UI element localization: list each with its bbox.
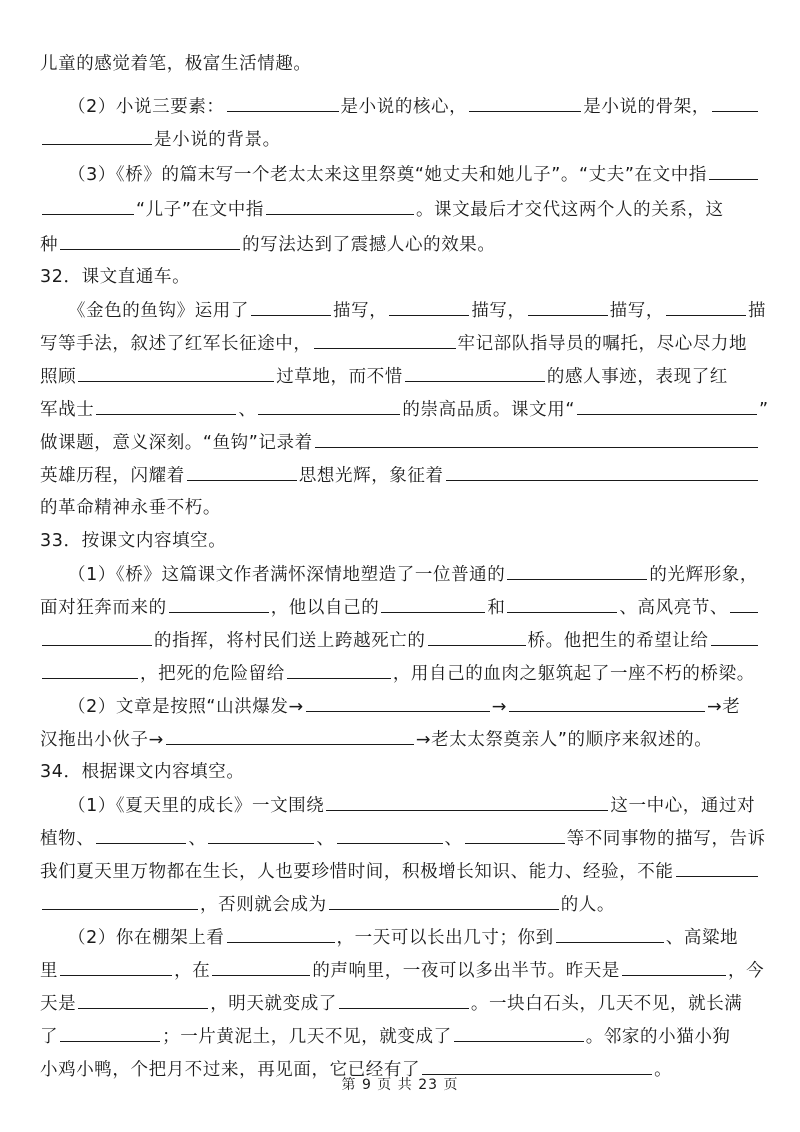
line-text: 32．课文直通车。 <box>40 267 191 287</box>
line-text: 是小说的骨架， <box>583 97 710 117</box>
text-line <box>68 925 762 950</box>
line-text: ，把死的危险留给 <box>140 664 285 684</box>
page-footer: 第 9 页 共 23 页 <box>341 1077 459 1093</box>
line-text: 种 <box>40 235 59 255</box>
answer-blank[interactable] <box>60 232 240 250</box>
line-text: （2）文章是按照“山洪爆发→ <box>68 697 304 717</box>
answer-blank[interactable] <box>258 397 400 415</box>
answer-blank[interactable] <box>329 892 559 910</box>
line-text: 、 <box>238 400 257 420</box>
answer-blank[interactable] <box>315 430 758 448</box>
answer-blank[interactable] <box>709 162 758 180</box>
answer-blank[interactable] <box>337 826 443 844</box>
line-text: ，今 <box>728 961 765 981</box>
line-text: 桥。他把生的希望让给 <box>527 631 709 651</box>
line-text: ，明天就变成了 <box>210 994 337 1014</box>
line-text: 等不同事物的描写，告诉 <box>566 829 766 849</box>
answer-blank[interactable] <box>389 298 469 316</box>
answer-blank[interactable] <box>78 364 274 382</box>
answer-blank[interactable] <box>42 127 152 145</box>
answer-blank[interactable] <box>469 94 581 112</box>
line-text: ，用自己的血肉之躯筑起了一座不朽的桥梁。 <box>392 664 755 684</box>
answer-blank[interactable] <box>266 197 414 215</box>
line-text: 做课题，意义深刻。“鱼钩”记录着 <box>40 433 313 453</box>
text-line <box>40 52 762 76</box>
answer-blank[interactable] <box>507 562 647 580</box>
answer-blank[interactable] <box>42 892 198 910</box>
answer-blank[interactable] <box>287 661 391 679</box>
line-text: “儿子”在文中指 <box>136 200 264 220</box>
line-text: ” <box>759 400 769 420</box>
answer-blank[interactable] <box>509 694 705 712</box>
line-text: 汉拖出小伙子→ <box>40 730 164 750</box>
text-line <box>40 463 762 488</box>
line-text: 。课文最后才交代这两个人的关系，这 <box>415 200 724 220</box>
line-text: 植物、 <box>40 829 95 849</box>
text-line <box>40 661 762 686</box>
line-text: （2）你在棚架上看 <box>68 928 225 948</box>
answer-blank[interactable] <box>428 628 526 646</box>
text-line <box>40 727 762 752</box>
answer-blank[interactable] <box>507 595 617 613</box>
answer-blank[interactable] <box>212 958 310 976</box>
answer-blank[interactable] <box>306 694 490 712</box>
text-line <box>40 364 762 389</box>
line-text: 的声响里，一夜可以多出半节。昨天是 <box>312 961 621 981</box>
line-text: 和 <box>487 598 506 618</box>
answer-blank[interactable] <box>42 628 152 646</box>
line-text: 、 <box>188 829 207 849</box>
line-text: ，否则就会成为 <box>200 895 327 915</box>
line-text: 是小说的核心， <box>340 97 468 117</box>
line-text: 小鸡小鸭，个把月不过来，再见面，它已经有了 <box>40 1060 421 1080</box>
text-line <box>40 859 762 884</box>
answer-blank[interactable] <box>60 1024 160 1042</box>
answer-blank[interactable] <box>42 197 134 215</box>
line-text: （1）《桥》这篇课文作者满怀深情地塑造了一位普通的 <box>68 565 506 585</box>
text-line <box>40 958 765 983</box>
text-line <box>40 826 766 851</box>
line-text: 的革命精神永垂不朽。 <box>40 498 221 518</box>
answer-blank[interactable] <box>381 595 485 613</box>
line-text: →老太太祭奠亲人”的顺序来叙述的。 <box>415 730 713 750</box>
line-text: ，他以自己的 <box>270 598 380 618</box>
text-line <box>40 265 762 289</box>
text-line <box>68 94 762 119</box>
line-text: 、高粱地 <box>665 928 739 948</box>
answer-blank[interactable] <box>166 727 414 745</box>
text-line <box>40 892 762 917</box>
line-text: 《金色的鱼钩》运用了 <box>68 301 249 321</box>
text-line <box>68 162 762 187</box>
line-text: ，一天可以长出几寸；你到 <box>336 928 554 948</box>
line-text: 的写法达到了震撼人心的效果。 <box>242 235 496 255</box>
text-line <box>40 232 762 257</box>
text-line <box>68 562 762 587</box>
line-text: 天是 <box>40 994 77 1014</box>
answer-blank[interactable] <box>666 298 746 316</box>
answer-blank[interactable] <box>227 94 339 112</box>
line-text: 34．根据课文内容填空。 <box>40 762 245 782</box>
line-text: 描写， <box>609 301 664 321</box>
line-text: →老 <box>707 697 741 717</box>
text-line <box>40 397 769 422</box>
line-text: 的人。 <box>560 895 616 915</box>
answer-blank[interactable] <box>227 925 335 943</box>
line-text: 描写， <box>471 301 526 321</box>
text-line <box>40 331 762 356</box>
line-text: 。一块白石头，几天不见，就长满 <box>470 994 743 1014</box>
line-text: 的感人事迹，表现了红 <box>546 367 728 387</box>
line-text: 、 <box>316 829 335 849</box>
line-text: 的指挥，将村民们送上跨越死亡的 <box>154 631 426 651</box>
text-line <box>40 595 762 620</box>
answer-blank[interactable] <box>622 958 726 976</box>
line-text: （3）《桥》的篇末写一个老太太来这里祭奠“她丈夫和她儿子”。“丈夫”在文中指 <box>68 165 707 185</box>
answer-blank[interactable] <box>339 991 469 1009</box>
line-text: 面对狂奔而来的 <box>40 598 167 618</box>
text-line <box>40 991 762 1016</box>
line-text: 我们夏天里万物都在生长，人也要珍惜时间，积极增长知识、能力、经验，不能 <box>40 862 674 882</box>
text-line <box>68 298 767 323</box>
answer-blank[interactable] <box>465 826 565 844</box>
answer-blank[interactable] <box>314 331 456 349</box>
answer-blank[interactable] <box>96 826 186 844</box>
line-text: （1）《夏天里的成长》一文围绕 <box>68 796 325 816</box>
line-text: （2）小说三要素： <box>68 97 225 117</box>
answer-blank[interactable] <box>712 94 758 112</box>
answer-blank[interactable] <box>454 1024 584 1042</box>
text-line <box>40 1024 762 1049</box>
text-line <box>40 430 762 455</box>
answer-blank[interactable] <box>78 991 208 1009</box>
answer-blank[interactable] <box>676 859 759 877</box>
line-text: ，在 <box>174 961 211 981</box>
answer-blank[interactable] <box>169 595 269 613</box>
line-text: 牢记部队指导员的嘱托，尽心尽力地 <box>457 334 748 354</box>
text-line <box>40 496 762 520</box>
answer-blank[interactable] <box>730 595 758 613</box>
text-line <box>40 628 762 653</box>
answer-blank[interactable] <box>187 463 297 481</box>
text-line <box>40 760 762 784</box>
line-text: 写等手法，叙述了红军长征途中， <box>40 334 312 354</box>
line-text: 。 <box>654 1060 673 1080</box>
text-line <box>68 793 762 818</box>
answer-blank[interactable] <box>528 298 608 316</box>
line-text: 儿童的感觉着笔，极富生活情趣。 <box>40 54 312 74</box>
answer-blank[interactable] <box>711 628 759 646</box>
line-text: ；一片黄泥土，几天不见，就变成了 <box>162 1027 452 1047</box>
text-line <box>40 197 762 222</box>
text-line <box>40 529 762 553</box>
line-text: 描 <box>747 301 767 321</box>
line-text: 军战士 <box>40 400 95 420</box>
answer-blank[interactable] <box>326 793 608 811</box>
line-text: 描写， <box>333 301 388 321</box>
line-text: 思想光辉，象征着 <box>298 466 444 486</box>
answer-blank[interactable] <box>405 364 545 382</box>
line-text: 过草地，而不惜 <box>276 367 403 387</box>
answer-blank[interactable] <box>577 397 757 415</box>
line-text: 33．按课文内容填空。 <box>40 531 227 551</box>
answer-blank[interactable] <box>556 925 664 943</box>
text-line <box>68 694 762 719</box>
answer-blank[interactable] <box>60 958 172 976</box>
line-text: 英雄历程，闪耀着 <box>40 466 185 486</box>
line-text: 、 <box>444 829 463 849</box>
answer-blank[interactable] <box>208 826 314 844</box>
line-text: 、高风亮节、 <box>619 598 729 618</box>
line-text: 。邻家的小猫小狗 <box>585 1027 731 1047</box>
line-text: → <box>491 697 508 717</box>
line-text: 里 <box>40 961 59 981</box>
line-text: 照顾 <box>40 367 77 387</box>
answer-blank[interactable] <box>446 463 758 481</box>
line-text: 这一中心，通过对 <box>610 796 756 816</box>
text-line <box>40 127 762 152</box>
line-text: 了 <box>40 1027 59 1047</box>
answer-blank[interactable] <box>422 1057 652 1075</box>
line-text: 的崇高品质。课文用“ <box>402 400 575 420</box>
line-text: 是小说的背景。 <box>154 130 281 150</box>
line-text: 的光辉形象， <box>649 565 758 585</box>
answer-blank[interactable] <box>42 661 138 679</box>
answer-blank[interactable] <box>251 298 331 316</box>
answer-blank[interactable] <box>96 397 236 415</box>
